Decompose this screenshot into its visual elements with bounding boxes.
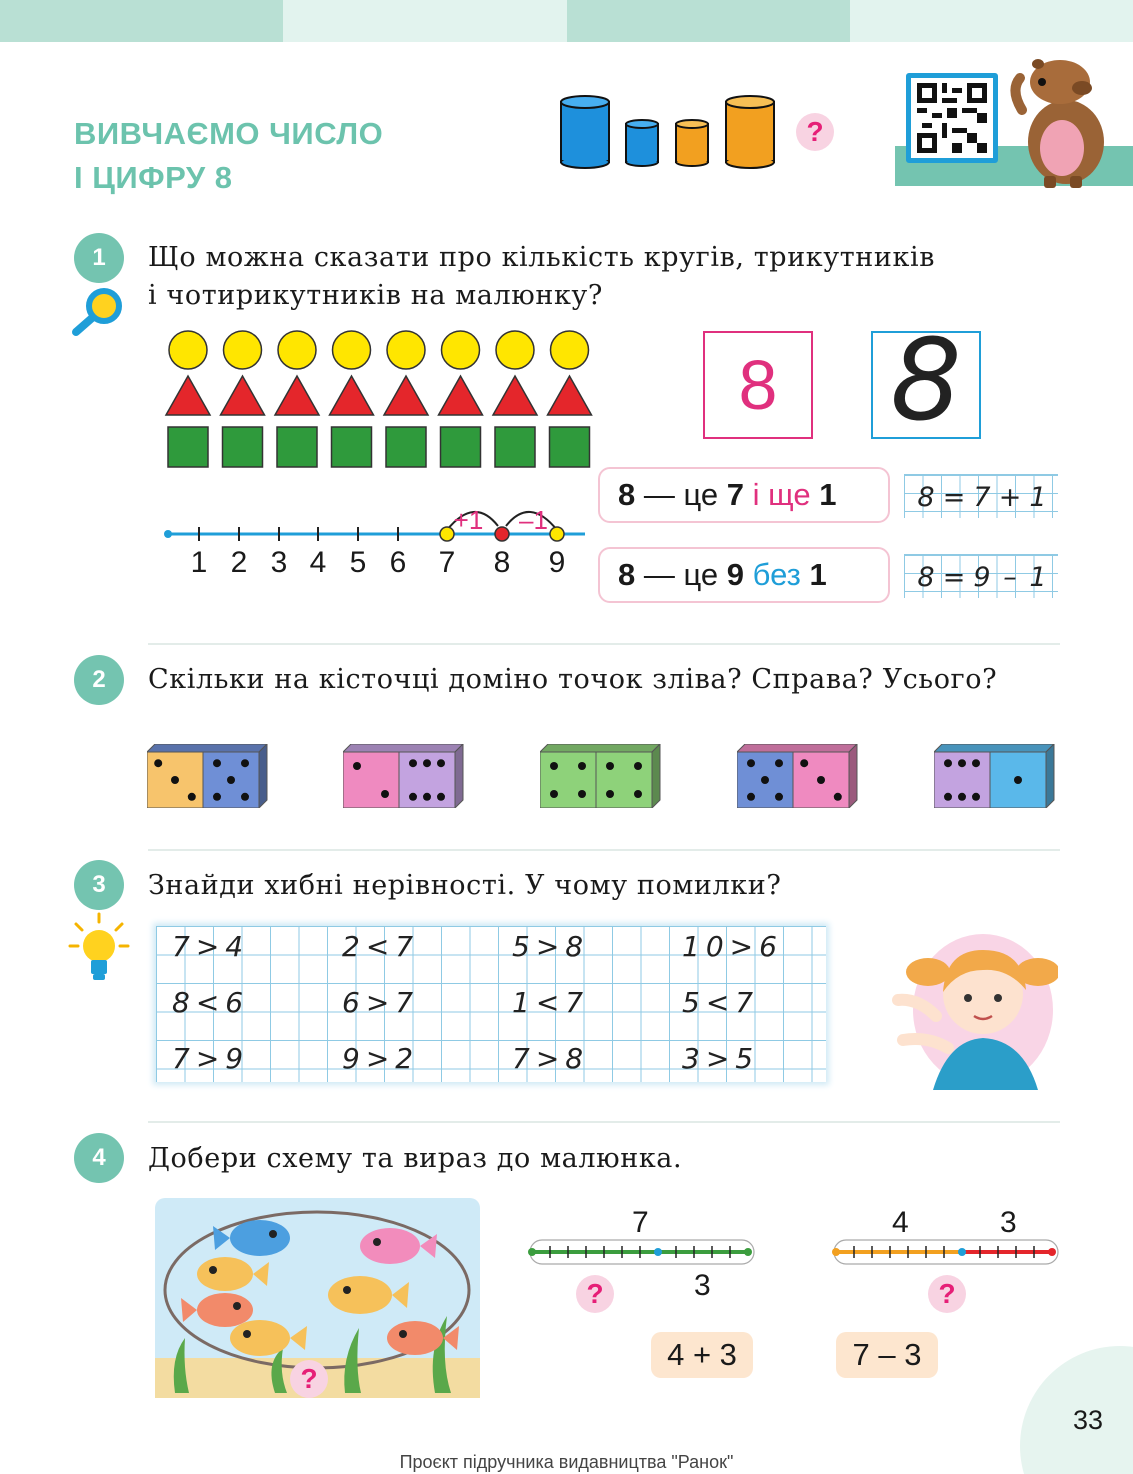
domino-pip (423, 759, 431, 767)
lightbulb-icon (68, 912, 130, 984)
number-line-label: 8 (493, 546, 511, 579)
inequality: 3>5 (682, 1042, 760, 1075)
domino-pip (606, 790, 614, 798)
printed-digit: 8 (738, 346, 778, 424)
title-line: І ЦИФРУ 8 (74, 160, 233, 195)
domino-pip (353, 762, 361, 770)
task-number-badge: 3 (74, 860, 124, 910)
cylinder-orange-large (726, 96, 774, 168)
inequality: 7>9 (172, 1042, 250, 1075)
title-line: ВИВЧАЄМО ЧИСЛО (74, 116, 384, 151)
page-title (74, 112, 383, 200)
domino-tile (934, 744, 1060, 808)
yellow-circle (224, 331, 262, 369)
yellow-circle (169, 331, 207, 369)
domino-pip (800, 759, 808, 767)
domino-pip (944, 759, 952, 767)
yellow-circle (278, 331, 316, 369)
equation-symbol: = (942, 481, 966, 513)
red-triangle (330, 376, 374, 415)
domino-pip (634, 762, 642, 770)
domino-tile (737, 744, 863, 808)
qr-code[interactable] (906, 73, 998, 163)
domino-pip (171, 776, 179, 784)
fact-number: 1 (819, 477, 837, 512)
cylinders-illustration (555, 92, 785, 172)
scheme-top-label: 7 (632, 1206, 649, 1239)
domino-pip (958, 759, 966, 767)
cylinder-orange-small (676, 120, 708, 166)
fact-box (598, 467, 890, 523)
domino-pip (761, 776, 769, 784)
yellow-circle (387, 331, 425, 369)
top-bar-segment (0, 0, 283, 42)
section-separator (148, 849, 1060, 851)
domino-pip (606, 762, 614, 770)
domino-pip (775, 793, 783, 801)
red-triangle (384, 376, 428, 415)
qr-code-icon (916, 83, 988, 153)
domino-pip (578, 790, 586, 798)
scheme-top-label: 4 (892, 1206, 909, 1239)
domino-pip (972, 759, 980, 767)
task-text-line: Що можна сказати про кількість кругів, трикутників (148, 242, 935, 273)
domino-pip (154, 759, 162, 767)
equation-symbol: 1 (1029, 561, 1047, 593)
fact-number: 7 (726, 477, 745, 512)
plus-one-label: +1 (453, 505, 484, 535)
green-square (441, 427, 481, 467)
number-line-label: 6 (389, 546, 407, 579)
fact-dash: — (643, 477, 675, 512)
domino-pip (188, 793, 196, 801)
number-line-label: 2 (230, 546, 248, 579)
domino-pip (578, 762, 586, 770)
equation-symbol: + (998, 481, 1022, 513)
inequality: 5>8 (512, 930, 590, 963)
domino-pip (423, 793, 431, 801)
red-triangle (221, 376, 265, 415)
fact-word: без (752, 557, 801, 592)
domino-pip (958, 793, 966, 801)
equation-symbol: – (1003, 561, 1017, 593)
domino-pip (227, 776, 235, 784)
red-triangle (548, 376, 592, 415)
inequality: 8<6 (172, 986, 250, 1019)
domino-pip (213, 793, 221, 801)
number-line (160, 494, 600, 584)
fact-number: 8 (618, 477, 636, 512)
page-number: 33 (1073, 1405, 1104, 1435)
top-bar-segment (850, 0, 1133, 42)
domino-tile (147, 744, 273, 808)
task2-text: Скільки на кісточці доміно точок зліва? Справа? Усього? (148, 664, 998, 695)
green-square (332, 427, 372, 467)
domino-pip (747, 793, 755, 801)
domino-pip (834, 793, 842, 801)
inequality: 1<7 (512, 986, 590, 1019)
cylinder-blue-small (626, 120, 658, 166)
number-line-label: 9 (548, 546, 566, 579)
green-square (277, 427, 317, 467)
scheme-bottom-label: 3 (694, 1269, 711, 1302)
domino-pip (409, 793, 417, 801)
neighbor-dot (550, 527, 564, 541)
fact-number: 8 (618, 557, 636, 592)
equation-row (904, 555, 1058, 599)
domino-pip (437, 793, 445, 801)
task-number-badge: 4 (74, 1133, 124, 1183)
fact-number: 1 (809, 557, 827, 592)
minus-one-label: –1 (519, 505, 548, 535)
publisher-footer: Проєкт підручника видавництва "Ранок" (399, 1452, 734, 1472)
section-separator (148, 643, 1060, 645)
number-line-label: 1 (190, 546, 208, 579)
number-line-label: 4 (309, 546, 327, 579)
target-dot (495, 527, 509, 541)
domino-pip (634, 790, 642, 798)
capybara-mascot (1008, 50, 1124, 190)
expression-card[interactable]: 7 – 3 (836, 1332, 938, 1378)
equation-symbol: = (942, 561, 966, 593)
equation-symbol: 1 (1029, 481, 1047, 513)
green-square (386, 427, 426, 467)
number-line-label: 3 (270, 546, 288, 579)
domino-pip (944, 793, 952, 801)
scheme-top-label: 3 (1000, 1206, 1017, 1239)
inequality: 5<7 (682, 986, 760, 1019)
domino-pip (381, 790, 389, 798)
question-bubble: ? (576, 1275, 614, 1313)
top-bar-segment (283, 0, 567, 42)
yellow-circle (442, 331, 480, 369)
red-triangle (493, 376, 537, 415)
equation-row (904, 475, 1058, 519)
equation-grid (904, 474, 1058, 518)
green-square (550, 427, 590, 467)
fact-box (598, 547, 890, 603)
domino-pip (409, 759, 417, 767)
red-triangle (166, 376, 210, 415)
domino-tile (343, 744, 469, 808)
fact-word: це (683, 477, 719, 512)
inequality: 10>6 (682, 930, 783, 963)
top-bar-segment (567, 0, 850, 42)
task-number-badge: 2 (74, 655, 124, 705)
inequality: 7>4 (172, 930, 250, 963)
green-square (223, 427, 263, 467)
fact-number: 9 (726, 557, 745, 592)
yellow-circle (333, 331, 371, 369)
question-bubble: ? (796, 113, 834, 151)
number-line-start (164, 530, 172, 538)
red-triangle (275, 376, 319, 415)
red-triangle (439, 376, 483, 415)
inequality: 6>7 (342, 986, 420, 1019)
equation-symbol: 9 (973, 561, 991, 593)
green-square (495, 427, 535, 467)
domino-pip (1014, 776, 1022, 784)
domino-pip (817, 776, 825, 784)
magnifier-icon (68, 286, 126, 340)
green-square (168, 427, 208, 467)
shapes-rows (160, 326, 600, 476)
inequality: 7>8 (512, 1042, 590, 1075)
expression-card[interactable]: 4 + 3 (651, 1332, 753, 1378)
domino-pip (747, 759, 755, 767)
equation-symbol: 8 (917, 561, 935, 593)
question-bubble: ? (928, 1275, 966, 1313)
inequality: 2<7 (342, 930, 420, 963)
task-text-line: і чотирикутників на малюнку? (148, 280, 603, 311)
task3-text: Знайди хибні нерівності. У чому помилки? (148, 870, 782, 901)
neighbor-dot (440, 527, 454, 541)
equation-grid (904, 554, 1058, 598)
domino-pip (550, 762, 558, 770)
task1-text (148, 239, 935, 315)
domino-pip (775, 759, 783, 767)
domino-pip (437, 759, 445, 767)
question-bubble: ? (290, 1360, 328, 1398)
domino-pip (213, 759, 221, 767)
equation-symbol: 7 (973, 481, 991, 513)
number-line-label: 7 (438, 546, 456, 579)
domino-pip (241, 793, 249, 801)
task4-text: Добери схему та вираз до малюнка. (148, 1143, 683, 1174)
inequality: 9>2 (342, 1042, 420, 1075)
yellow-circle (551, 331, 589, 369)
task-number-badge: 1 (74, 233, 124, 283)
fact-word: і ще (752, 477, 811, 512)
segment-scheme-2 (832, 1228, 1060, 1278)
domino-tile (540, 744, 666, 808)
handwritten-digit: 8 (890, 316, 962, 446)
domino-pip (972, 793, 980, 801)
equation-symbol: 8 (917, 481, 935, 513)
inequalities-grid (156, 926, 826, 1082)
cylinder-blue-large (561, 96, 609, 168)
domino-pip (241, 759, 249, 767)
girl-illustration (888, 920, 1058, 1090)
fact-word: це (683, 557, 719, 592)
section-separator (148, 1121, 1060, 1123)
yellow-circle (496, 331, 534, 369)
domino-pip (550, 790, 558, 798)
number-line-label: 5 (349, 546, 367, 579)
fact-dash: — (643, 557, 675, 592)
